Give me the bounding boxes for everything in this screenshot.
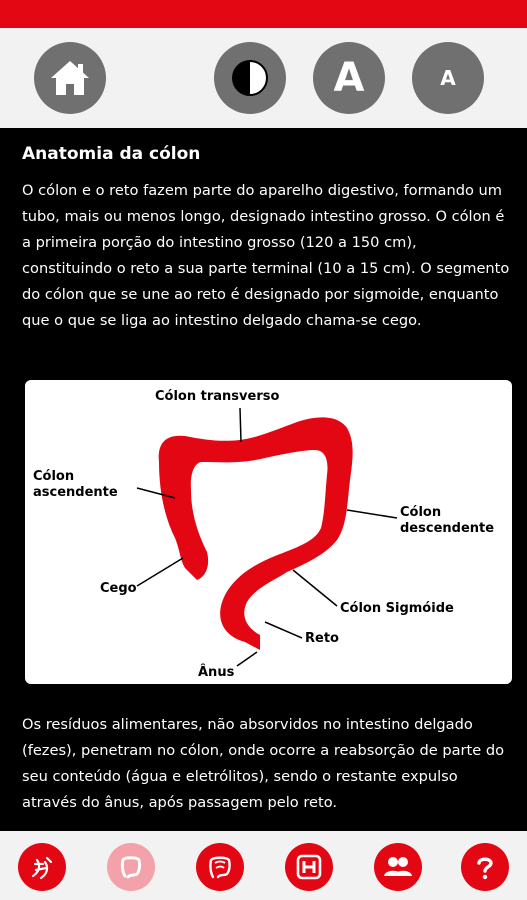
nav-hospital-button[interactable] (285, 843, 333, 891)
toolbar (0, 28, 527, 128)
top-accent-bar (0, 0, 527, 28)
font-increase-button[interactable] (313, 42, 385, 114)
label-descendente-1: Cólon (400, 505, 442, 520)
hospital-icon (294, 852, 324, 882)
home-icon (48, 58, 92, 98)
help-icon (470, 852, 500, 882)
nav-colon-button[interactable] (107, 843, 155, 891)
font-large-label: A (333, 55, 365, 101)
label-descendente-2: descendente (400, 521, 495, 536)
article-paragraph-2: Os resíduos alimentares, não absorvidos no intestino delgado (fezes), penetram no cólon, onde ocorre a reabsorção de parte do seu conteúdo (água e eletrólitos), sendo o restante expulso através do ânus, após passagem pelo reto. (22, 716, 505, 811)
label-ascendente-2: ascendente (33, 485, 118, 500)
label-transverso: Cólon transverso (155, 389, 280, 404)
nav-dna-button[interactable] (18, 843, 66, 891)
people-icon (382, 852, 414, 882)
intestine-icon (205, 852, 235, 882)
label-ascendente-1: Cólon (33, 469, 75, 484)
label-anus: Ânus (198, 665, 235, 680)
colon-shape (159, 417, 353, 650)
colon-diagram (25, 380, 512, 684)
label-sigmoide: Cólon Sigmóide (340, 601, 454, 616)
article-title: Anatomia da cólon (22, 144, 201, 164)
bottom-nav (0, 831, 527, 900)
home-button[interactable] (34, 42, 106, 114)
nav-help-button[interactable] (461, 843, 509, 891)
label-reto: Reto (305, 631, 339, 646)
article-paragraph-1: O cólon e o reto fazem parte do aparelho digestivo, formando um tubo, mais ou menos longo, designado intestino grosso. O cólon é a primeira porção do intestino grosso (120 a 150 cm), constituindo o reto a sua parte terminal (10 a 15 cm). O segmento do cólon que se une ao reto é designado por sigmoide, enquanto que o que se liga ao intestino delgado chama-se cego. (22, 182, 510, 329)
dna-icon (27, 852, 57, 882)
label-cego: Cego (100, 581, 137, 596)
colon-icon (116, 852, 146, 882)
nav-intestine-button[interactable] (196, 843, 244, 891)
article-content (0, 128, 527, 831)
contrast-button[interactable] (214, 42, 286, 114)
font-decrease-button[interactable] (412, 42, 484, 114)
font-small-label: A (440, 66, 456, 90)
nav-people-button[interactable] (374, 843, 422, 891)
contrast-icon (230, 58, 270, 98)
